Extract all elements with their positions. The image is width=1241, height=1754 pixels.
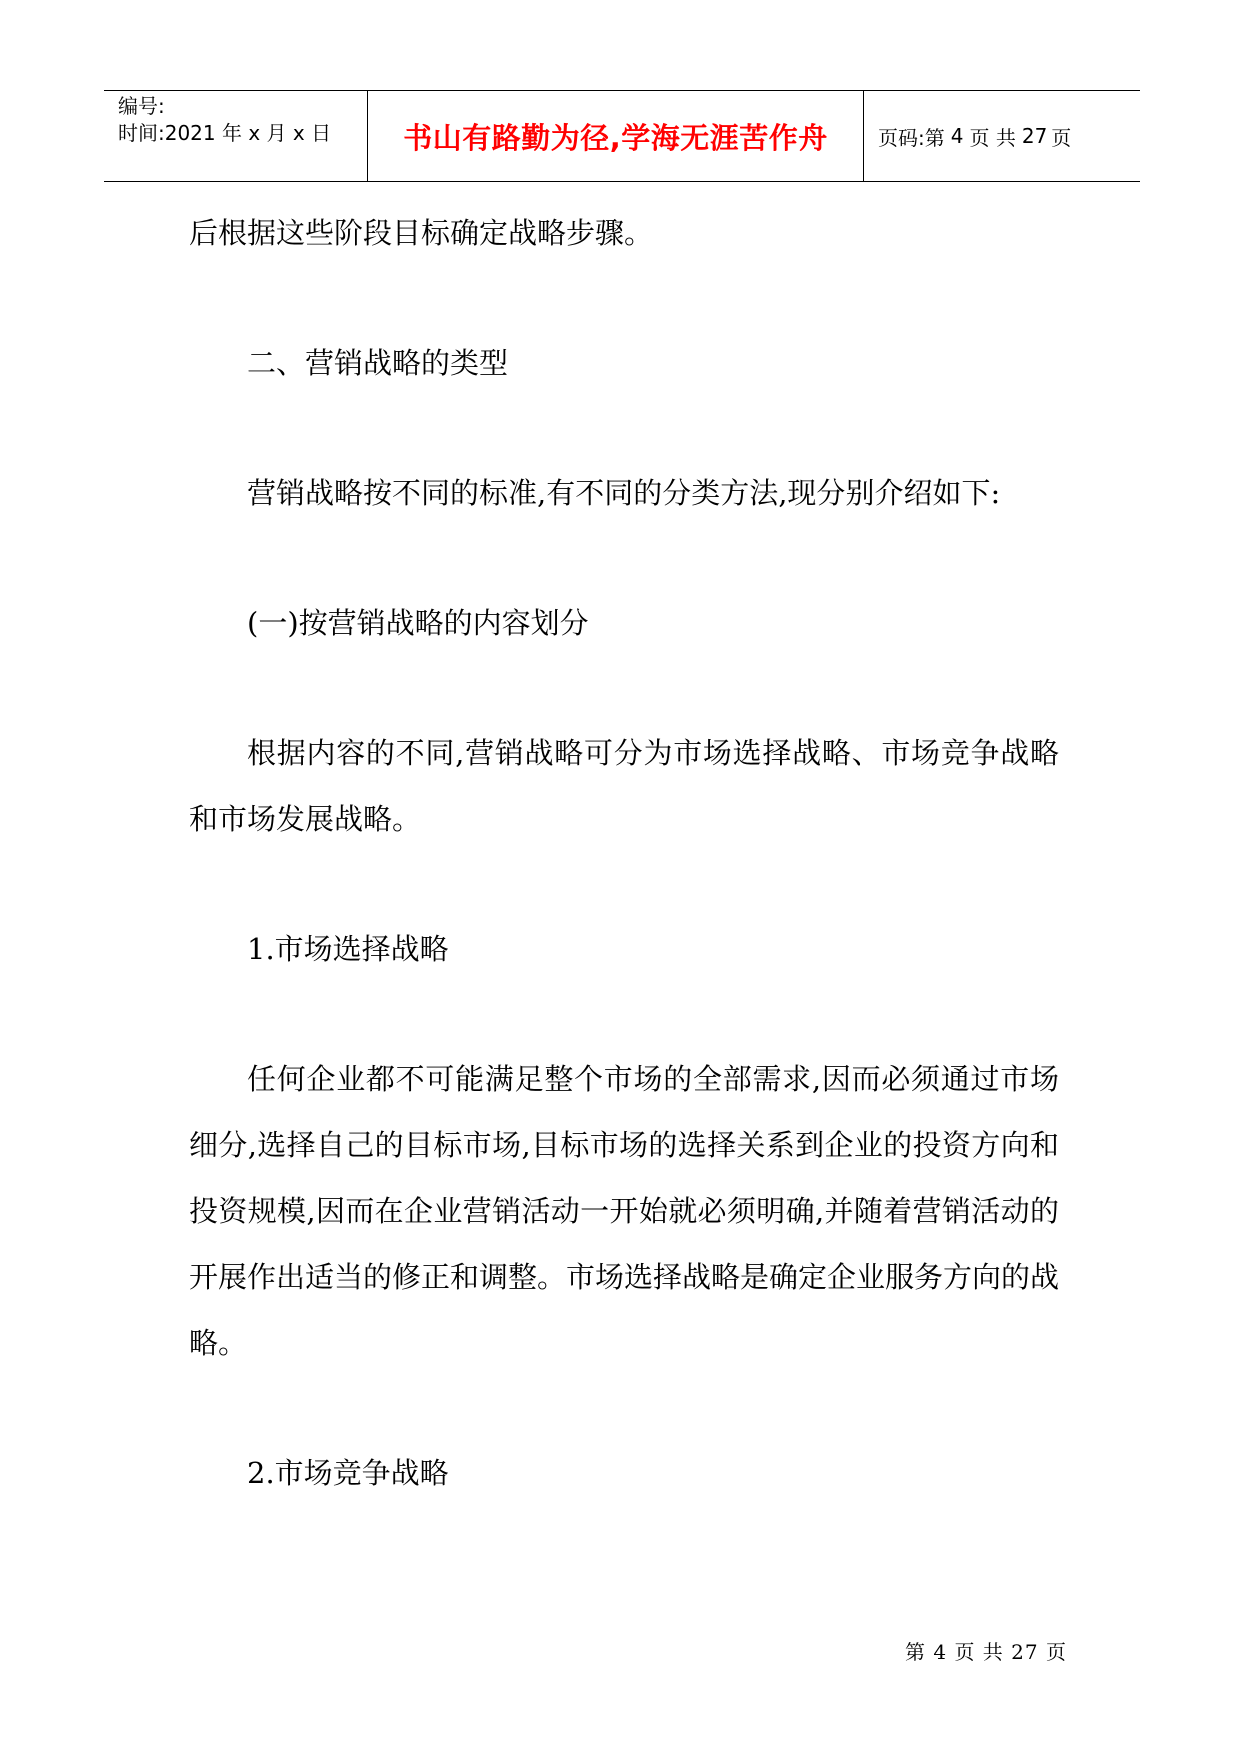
header-meta-cell (104, 91, 368, 181)
item-heading: 2.市场竞争战略 (247, 1456, 449, 1490)
motto-text: 书山有路勤为径,学海无涯苦作舟 (403, 120, 828, 155)
page-current: 4 (950, 124, 964, 148)
section-heading: 二、营销战略的类型 (247, 346, 509, 380)
body-paragraph: 后根据这些阶段目标确定战略步骤。 (189, 216, 654, 250)
body-paragraph: 营销战略按不同的标准,有不同的分类方法,现分别介绍如下: (247, 476, 1001, 510)
header-page-cell (864, 91, 1140, 181)
time-label: 时间:2021 年 x 月 x 日 (118, 121, 332, 145)
document-body (189, 200, 1059, 1506)
page-end-label: 页 (1051, 125, 1072, 150)
subsection-heading: (一)按营销战略的内容划分 (247, 606, 589, 640)
page-label: 页码:第 (878, 125, 945, 150)
footer-page-number: 第 4 页 共 27 页 (905, 1640, 1067, 1664)
header-motto-cell (368, 91, 864, 181)
page-total: 27 (1021, 124, 1048, 148)
page-mid-label: 页 共 (969, 125, 1016, 150)
body-paragraph: 根据内容的不同,营销战略可分为市场选择战略、市场竞争战略和市场发展战略。 (189, 736, 1059, 836)
document-header (104, 90, 1140, 182)
body-paragraph: 任何企业都不可能满足整个市场的全部需求,因而必须通过市场细分,选择自己的目标市场,目标市场的选择关系到企业的投资方向和投资规模,因而在企业营销活动一开始就必须明确,并随着营销活动的开展作出适当的修正和调整。市场选择战略是确定企业服务方向的战略。 (189, 1062, 1060, 1360)
item-heading: 1.市场选择战略 (247, 932, 449, 966)
serial-number-label: 编号: (118, 94, 165, 118)
